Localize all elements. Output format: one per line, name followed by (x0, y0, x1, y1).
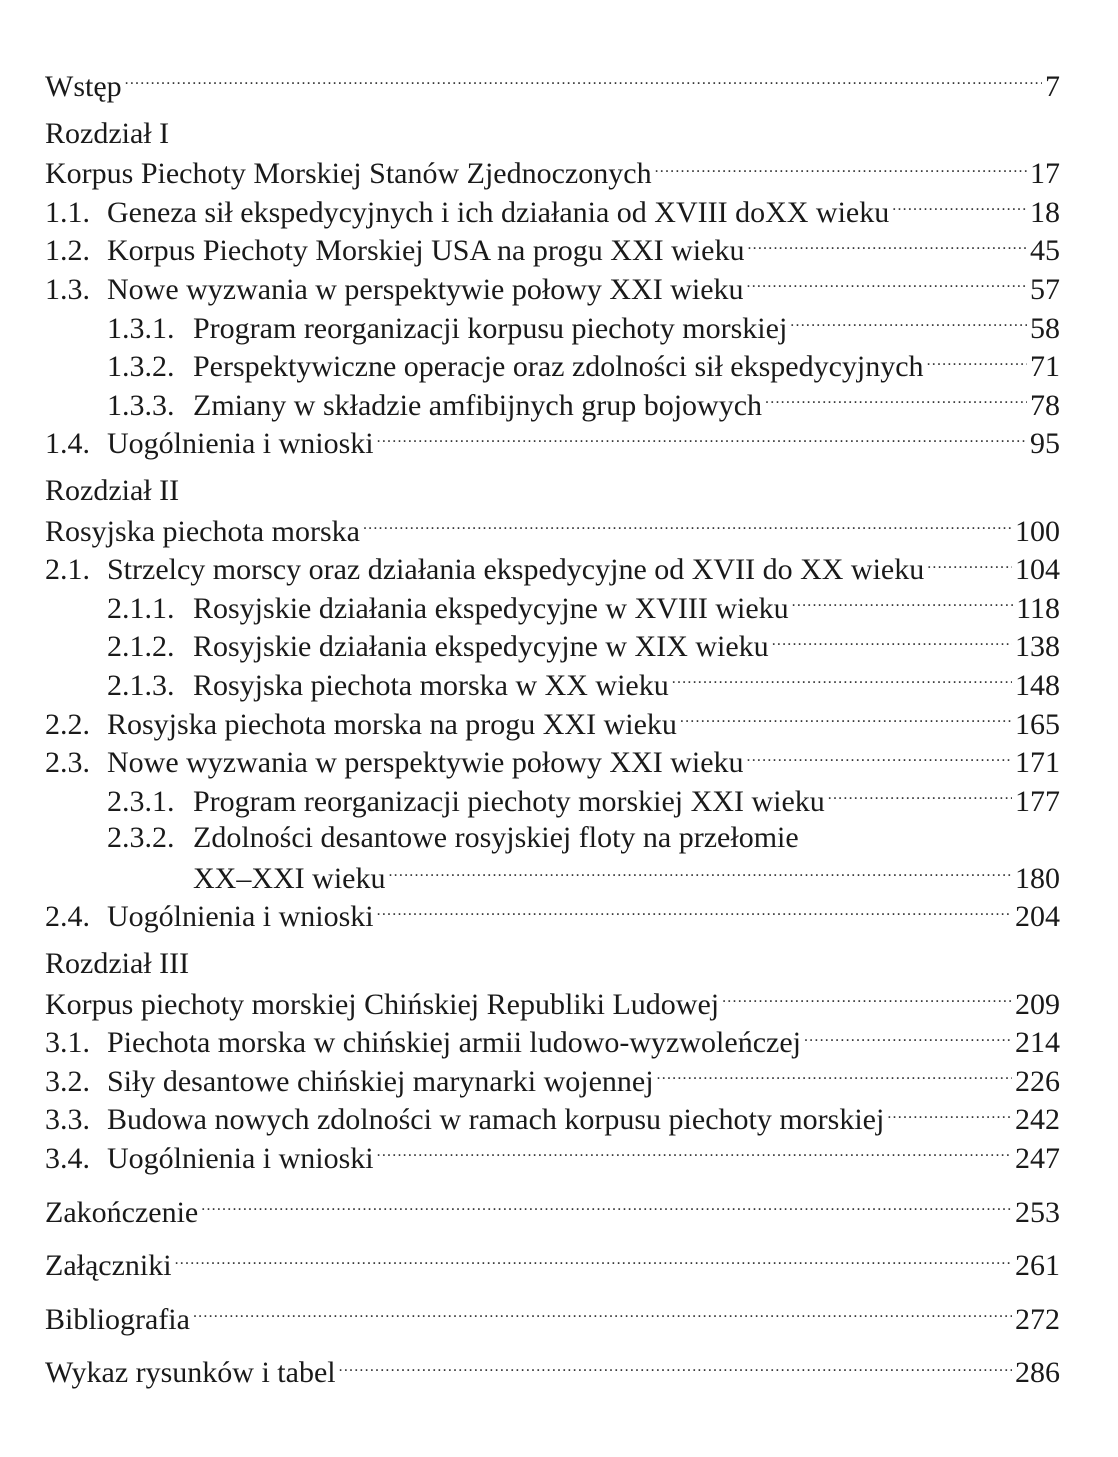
chapter-heading (45, 945, 1060, 984)
toc-entry-1-2[interactable] (45, 230, 1060, 269)
toc-entry-title: Zmiany w składzie amfibijnych grup bojowych (193, 388, 763, 422)
section-number: 1.4. (45, 427, 90, 461)
toc-page-number: 286 (1015, 1356, 1060, 1390)
section-number: 1.3. (45, 272, 90, 306)
toc-page-number: 272 (1015, 1302, 1060, 1336)
toc-page-number: 261 (1015, 1249, 1060, 1283)
dot-leader (927, 346, 1027, 376)
toc-entry-2-3-1[interactable] (45, 781, 1060, 820)
chapter-label: Rozdział I (45, 116, 170, 150)
toc-entry-2-3-2[interactable] (45, 819, 1060, 858)
toc-page-number: 95 (1030, 427, 1060, 461)
toc-entry-title: Uogólnienia i wnioski (107, 427, 374, 461)
toc-page-number: 45 (1030, 234, 1060, 268)
toc-entry-title: Uogólnienia i wnioski (107, 1142, 374, 1176)
toc-page-number: 253 (1015, 1195, 1060, 1229)
dot-leader (765, 385, 1027, 415)
toc-page-number: 104 (1015, 553, 1060, 587)
toc-entry-title: Geneza sił ekspedycyjnych i ich działania od XVIII doXX wieku (107, 195, 890, 229)
section-number: 2.1.1. (107, 591, 175, 625)
dot-leader (377, 423, 1027, 453)
toc-entry-2-1[interactable] (45, 549, 1060, 588)
toc-entry-figures[interactable] (45, 1352, 1060, 1391)
dot-leader (655, 153, 1027, 183)
chapter-heading (45, 115, 1060, 154)
dot-leader (747, 269, 1027, 299)
toc-entry-2-2[interactable] (45, 704, 1060, 743)
toc-entry-title: Bibliografia (45, 1302, 190, 1336)
toc-entry-title: Załączniki (45, 1249, 172, 1283)
toc-page-number: 209 (1015, 987, 1060, 1021)
toc-entry-title: Rosyjska piechota morska w XX wieku (193, 668, 669, 702)
dot-leader (892, 192, 1027, 222)
toc-page-number: 242 (1015, 1103, 1060, 1137)
toc-entry-bibliography[interactable] (45, 1299, 1060, 1338)
dot-leader (377, 1138, 1012, 1168)
toc-entry-3-2[interactable] (45, 1061, 1060, 1100)
toc-entry-3-4[interactable] (45, 1138, 1060, 1177)
dot-leader (175, 1245, 1012, 1275)
dot-leader (125, 66, 1042, 96)
toc-page-number: 17 (1030, 157, 1060, 191)
toc-page-number: 171 (1015, 746, 1060, 780)
toc-page-number: 57 (1030, 272, 1060, 306)
toc-entry-chapter-3[interactable] (45, 984, 1060, 1023)
toc-entry-chapter-2[interactable] (45, 511, 1060, 550)
dot-leader (339, 1352, 1012, 1382)
toc-page-number: 214 (1015, 1026, 1060, 1060)
dot-leader (388, 858, 1012, 888)
dot-leader (201, 1192, 1012, 1222)
dot-leader (804, 1022, 1012, 1052)
toc-entry-title: Wykaz rysunków i tabel (45, 1356, 336, 1390)
toc-entry-title: Korpus piechoty morskiej Chińskiej Republiki Ludowej (45, 987, 720, 1021)
toc-entry-title: Rosyjska piechota morska (45, 514, 360, 548)
toc-page-number: 226 (1015, 1064, 1060, 1098)
toc-entry-title: Rosyjskie działania ekspedycyjne w XIX wieku (193, 630, 769, 664)
section-number: 2.4. (45, 900, 90, 934)
toc-entry-title: Rosyjskie działania ekspedycyjne w XVIII wieku (193, 591, 789, 625)
toc-entry-ending[interactable] (45, 1192, 1060, 1231)
toc-entry-title: Korpus Piechoty Morskiej USA na progu XXI wieku (107, 234, 745, 268)
toc-page-number: 71 (1030, 350, 1060, 384)
toc-entry-title: Strzelcy morscy oraz działania ekspedycyjne od XVII do XX wieku (107, 553, 925, 587)
dot-leader (747, 742, 1012, 772)
dot-leader (680, 704, 1012, 734)
toc-page-number: 180 (1015, 861, 1060, 895)
dot-leader (772, 626, 1012, 656)
toc-entry-3-1[interactable] (45, 1022, 1060, 1061)
toc-page-number: 18 (1030, 195, 1060, 229)
toc-entry-title: Zakończenie (45, 1195, 199, 1229)
section-number: 2.1. (45, 553, 90, 587)
toc-entry-title-continued: XX–XXI wieku (193, 861, 386, 895)
section-number: 1.1. (45, 195, 90, 229)
toc-entry-2-1-2[interactable] (45, 626, 1060, 665)
dot-leader (363, 511, 1012, 541)
dot-leader (828, 781, 1012, 811)
dot-leader (722, 984, 1012, 1014)
section-number: 2.1.3. (107, 668, 175, 702)
toc-page-number: 7 (1045, 70, 1060, 103)
toc-entry-title: Nowe wyzwania w perspektywie połowy XXI wieku (107, 746, 744, 780)
toc-page-number: 148 (1015, 668, 1060, 702)
toc-entry-2-1-3[interactable] (45, 665, 1060, 704)
dot-leader (193, 1299, 1012, 1329)
toc-entry-title: Uogólnienia i wnioski (107, 900, 374, 934)
toc-entry-title: Budowa nowych zdolności w ramach korpusu piechoty morskiej (107, 1103, 885, 1137)
toc-entry-3-3[interactable] (45, 1099, 1060, 1138)
toc-entry-intro[interactable] (45, 66, 1060, 105)
section-number: 2.2. (45, 707, 90, 741)
chapter-label: Rozdział II (45, 473, 180, 507)
toc-entry-title: Program reorganizacji korpusu piechoty morskiej (193, 311, 788, 345)
section-number: 3.4. (45, 1142, 90, 1176)
toc-page-number: 58 (1030, 311, 1060, 345)
section-number: 1.3.1. (107, 311, 175, 345)
section-number: 1.3.3. (107, 388, 175, 422)
toc-entry-title: Rosyjska piechota morska na progu XXI wieku (107, 707, 677, 741)
toc-entry-title: Wstęp (45, 70, 122, 103)
toc-entry-1-3-1[interactable] (45, 308, 1060, 347)
toc-entry-title: Piechota morska w chińskiej armii ludowo-wyzwoleńczej (107, 1026, 801, 1060)
section-number: 3.2. (45, 1064, 90, 1098)
toc-entry-chapter-1[interactable] (45, 153, 1060, 192)
dot-leader (377, 896, 1012, 926)
toc-page-number: 177 (1015, 784, 1060, 818)
toc-entry-title: Korpus Piechoty Morskiej Stanów Zjednoczonych (45, 157, 652, 191)
toc-entry-1-3[interactable] (45, 269, 1060, 308)
dot-leader (747, 230, 1027, 260)
dot-leader (887, 1099, 1012, 1129)
section-number: 1.3.2. (107, 350, 175, 384)
toc-entry-1-3-2[interactable] (45, 346, 1060, 385)
dot-leader (792, 588, 1013, 618)
toc-page-number: 118 (1016, 591, 1060, 625)
section-number: 2.3. (45, 746, 90, 780)
toc-entry-title: Siły desantowe chińskiej marynarki wojennej (107, 1064, 654, 1098)
toc-entry-2-3-2-continued[interactable] (45, 858, 1060, 897)
toc-entry-title: Zdolności desantowe rosyjskiej floty na przełomie (193, 821, 799, 855)
section-number: 3.1. (45, 1026, 90, 1060)
toc-page-number: 100 (1015, 514, 1060, 548)
dot-leader (927, 549, 1012, 579)
dot-leader (790, 308, 1027, 338)
toc-entry-title: Nowe wyzwania w perspektywie połowy XXI wieku (107, 272, 744, 306)
section-number: 2.3.1. (107, 784, 175, 818)
dot-leader (672, 665, 1012, 695)
section-number: 2.3.2. (107, 821, 175, 855)
toc-entry-1-4[interactable] (45, 423, 1060, 462)
toc-entry-title: Perspektywiczne operacje oraz zdolności sił ekspedycyjnych (193, 350, 924, 384)
chapter-label: Rozdział III (45, 947, 190, 981)
toc-page-number: 204 (1015, 900, 1060, 934)
toc-entry-2-1-1[interactable] (45, 588, 1060, 627)
section-number: 3.3. (45, 1103, 90, 1137)
table-of-contents (45, 66, 1060, 1391)
toc-entry-1-3-3[interactable] (45, 385, 1060, 424)
section-number: 2.1.2. (107, 630, 175, 664)
toc-page-number: 78 (1030, 388, 1060, 422)
chapter-heading (45, 472, 1060, 511)
toc-entry-title: Program reorganizacji piechoty morskiej XXI wieku (193, 784, 825, 818)
toc-entry-1-1[interactable] (45, 192, 1060, 231)
toc-page-number: 138 (1015, 630, 1060, 664)
dot-leader (657, 1061, 1012, 1091)
toc-entry-2-4[interactable] (45, 896, 1060, 935)
toc-page-number: 247 (1015, 1142, 1060, 1176)
toc-page-number: 165 (1015, 707, 1060, 741)
section-number: 1.2. (45, 234, 90, 268)
toc-entry-2-3[interactable] (45, 742, 1060, 781)
toc-entry-appendices[interactable] (45, 1245, 1060, 1284)
